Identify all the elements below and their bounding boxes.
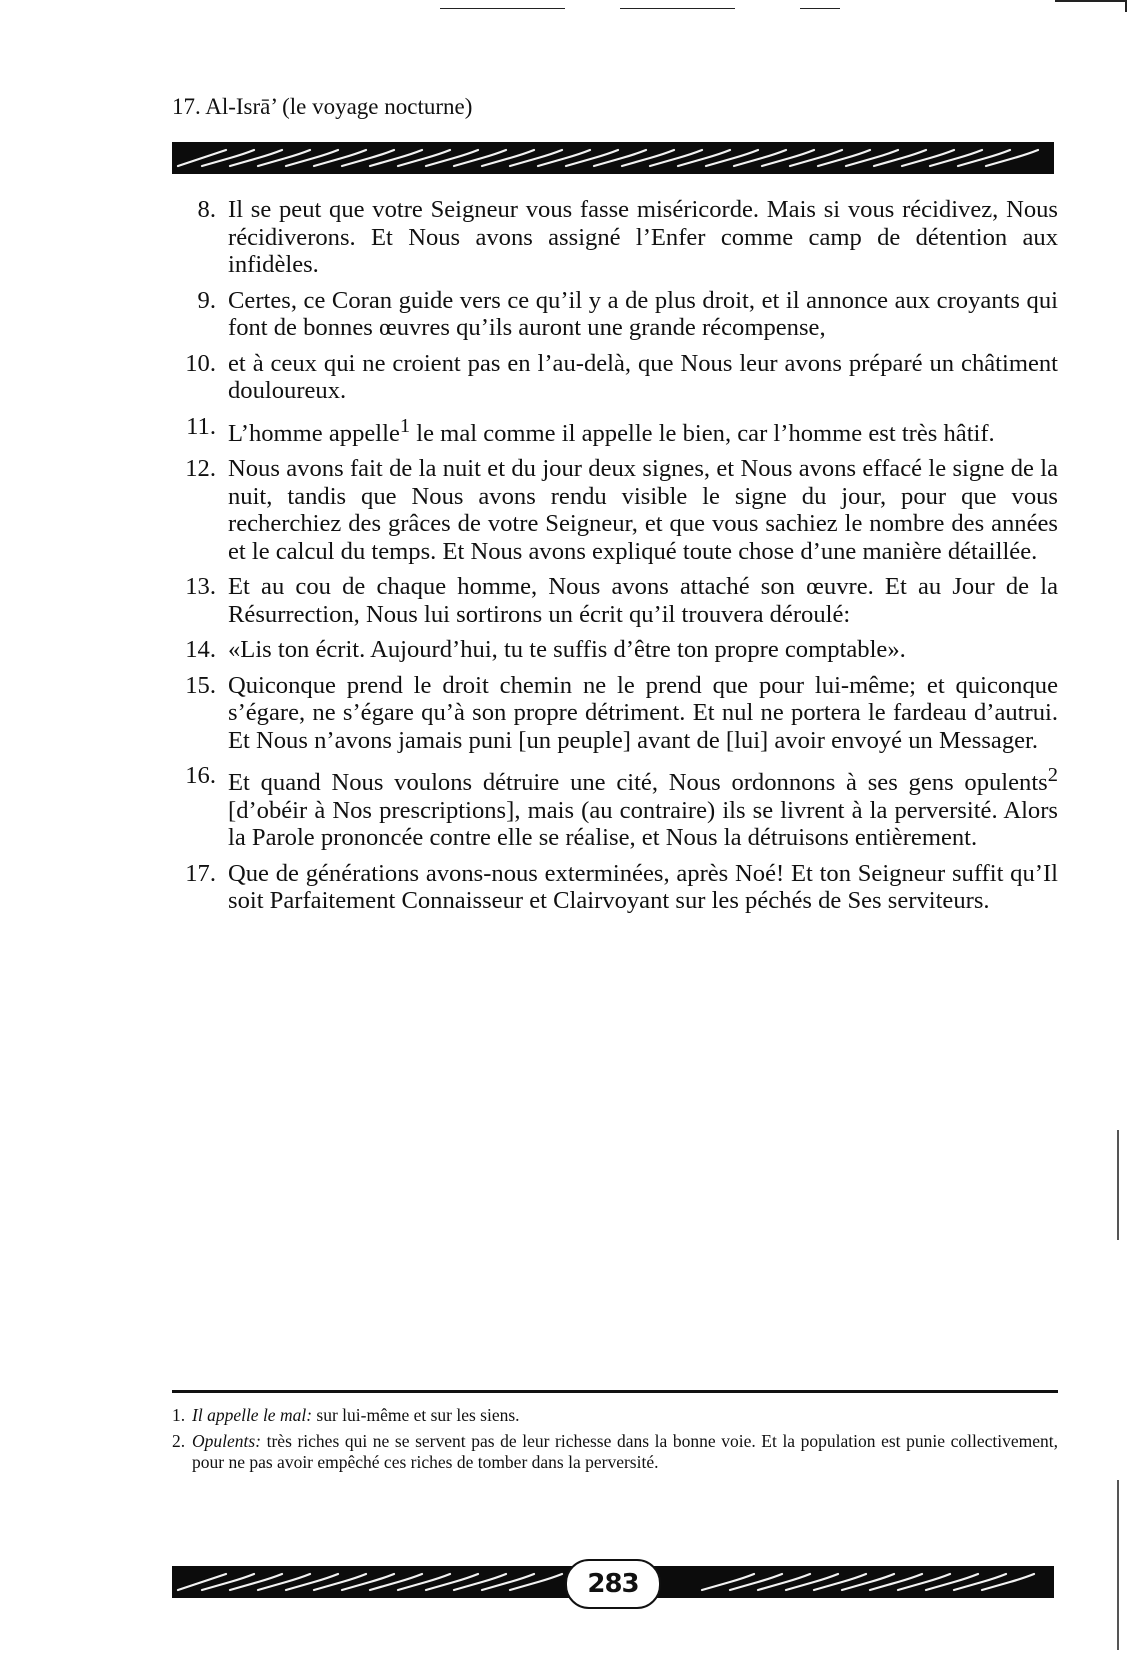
verse-text: Nous avons fait de la nuit et du jour deux signes, et Nous avons effacé le signe de la nuit, tandis que Nous avons rendu visible le signe du jour, pour que vous recherchiez des grâces de votre Seigneur, et que vous sachiez le nombre des années et le calcul du temps. Et Nous avons expliqué toute chose d’une manière détaillée. <box>228 455 1058 565</box>
verse-number: 14. <box>185 636 216 664</box>
footnote-text: sur lui-même et sur les siens. <box>312 1405 520 1425</box>
footnote-list <box>172 1405 1058 1478</box>
footnote-ref: 1 <box>399 414 411 437</box>
scan-edge-mark <box>1117 1130 1119 1240</box>
verse-text: Il se peut que votre Seigneur vous fasse miséricorde. Mais si vous récidivez, Nous récidiverons. Et Nous avons assigné l’Enfer comme camp de détention aux infidèles. <box>228 196 1058 278</box>
verse-number: 13. <box>185 573 216 601</box>
verse-item <box>172 455 1058 565</box>
verse-item <box>172 672 1058 755</box>
verse-list <box>172 196 1058 923</box>
verse-item <box>172 350 1058 405</box>
scan-mark <box>800 8 840 9</box>
footnote-body <box>192 1405 520 1426</box>
verse-text: Que de générations avons-nous exterminées, après Noé! Et ton Seigneur suffit qu’Il soit Parfaitement Connaisseur et Clairvoyant sur les péchés de Ses serviteurs. <box>228 859 1058 915</box>
verse-text: Quiconque prend le droit chemin ne le prend que pour lui-même; et quiconque s’égare, ne s’égare qu’à son propre détriment. Et nul ne portera le fardeau d’autrui. Et Nous n’avons jamais puni [un peuple] avant de [lui] avoir envoyé un Messager. <box>228 671 1058 754</box>
scan-edge-mark <box>1117 1480 1119 1650</box>
footnote-item <box>172 1431 1058 1473</box>
verse-number: 15. <box>185 671 216 699</box>
verse-number: 16. <box>185 762 216 790</box>
corner-mark <box>1055 0 1127 12</box>
footnote-number: 1. <box>172 1405 186 1425</box>
verse-item <box>172 860 1058 915</box>
verse-text-part: le mal comme il appelle le bien, car l’homme est très hâtif. <box>410 419 995 447</box>
verse-item <box>172 196 1058 279</box>
verse-item <box>172 636 1058 664</box>
verse-text: et à ceux qui ne croient pas en l’au-delà, que Nous leur avons préparé un châtiment douloureux. <box>228 349 1058 404</box>
verse-number: 17. <box>185 859 216 887</box>
verse-item <box>172 287 1058 342</box>
scan-mark <box>440 8 565 9</box>
footnote-text: très riches qui ne se servent pas de leur richesse dans la bonne voie. Et la population est punie collectivement, pour ne pas avoir empêché ces riches de tomber dans la perversité. <box>192 1431 1058 1472</box>
verse-number: 12. <box>185 455 216 483</box>
verse-text-part: L’homme appelle <box>228 419 400 447</box>
footnote-term: Il appelle le mal: <box>192 1405 313 1425</box>
verse-item <box>172 413 1058 448</box>
verse-number: 9. <box>197 286 216 314</box>
footnote-ref: 2 <box>1047 764 1058 787</box>
page-header-title: 17. Al-Isrā’ (le voyage nocturne) <box>172 94 473 119</box>
verse-text: Et au cou de chaque homme, Nous avons attaché son œuvre. Et au Jour de la Résurrection, Nous lui sortirons un écrit qu’il trouvera déroulé: <box>228 573 1058 628</box>
page-number: 283 <box>565 1559 661 1609</box>
verse-text-part: Et quand Nous voulons détruire une cité, Nous ordonnons à ses gens opulents <box>228 769 1048 797</box>
verse-number: 11. <box>186 412 216 440</box>
verse-item <box>172 762 1058 852</box>
footnote-body <box>192 1431 1058 1473</box>
top-ornament-band <box>172 142 1054 174</box>
verse-text-part: [d’obéir à Nos prescriptions], mais (au contraire) ils se livrent à la perversité. Alors la Parole prononcée contre elle se réalise, et Nous la détruisons entièrement. <box>228 796 1058 852</box>
verse-number: 8. <box>197 196 216 223</box>
verse-text: Certes, ce Coran guide vers ce qu’il y a de plus droit, et il annonce aux croyants qui font de bonnes œuvres qu’ils auront une grande récompense, <box>228 286 1058 341</box>
footnote-number: 2. <box>172 1431 186 1451</box>
verse-text <box>228 762 1058 852</box>
footnote-divider <box>172 1390 1058 1393</box>
verse-text: «Lis ton écrit. Aujourd’hui, tu te suffis d’être ton propre comptable». <box>228 636 906 664</box>
verse-number: 10. <box>185 349 216 377</box>
footnote-term: Opulents: <box>192 1431 262 1451</box>
verse-text <box>228 413 1058 448</box>
verse-item <box>172 573 1058 628</box>
scan-mark <box>620 8 735 9</box>
footnote-item <box>172 1405 1058 1426</box>
